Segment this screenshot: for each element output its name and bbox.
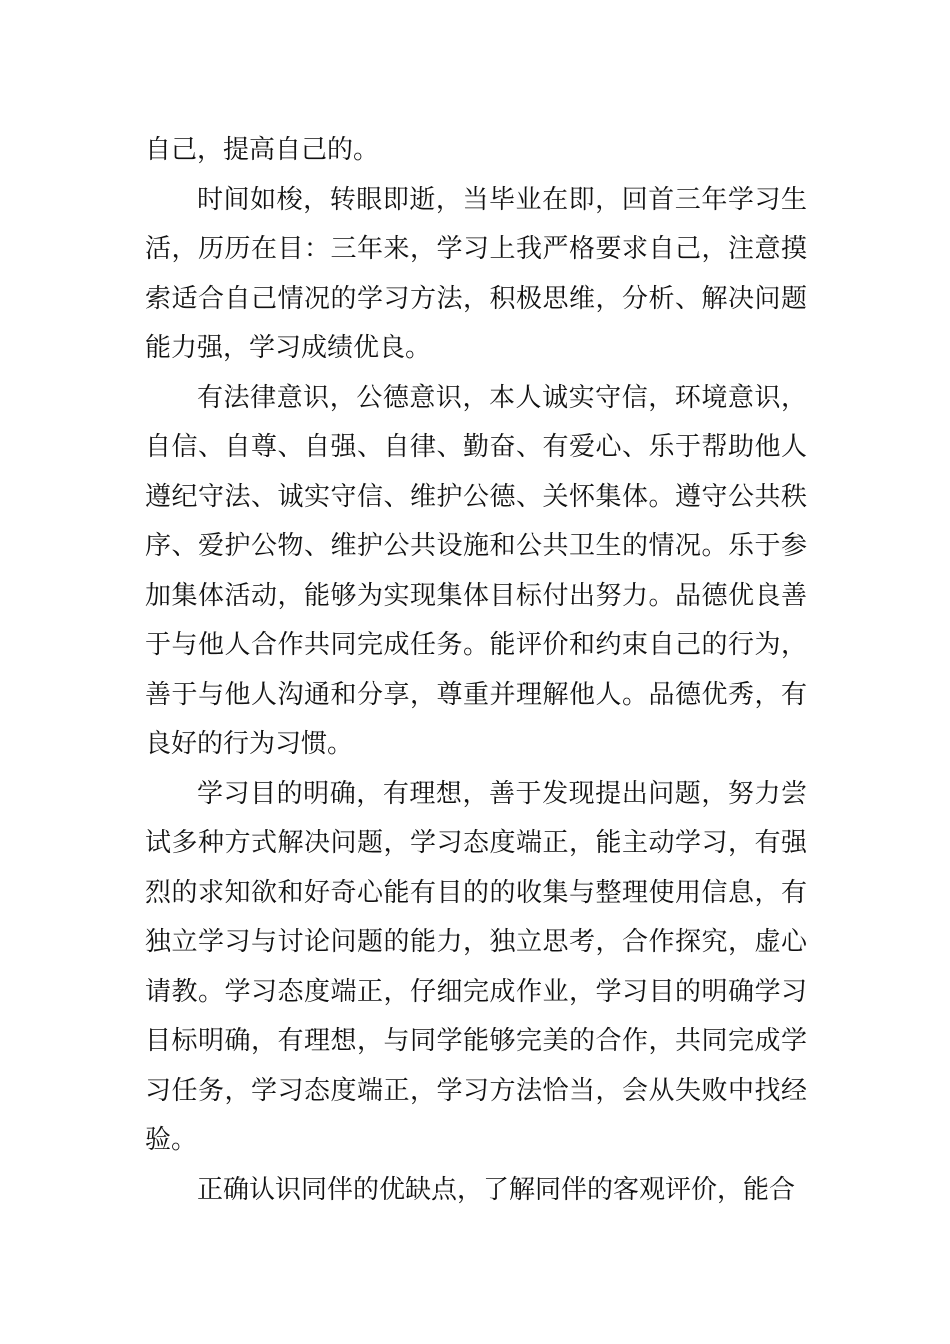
paragraph-study-life: 时间如梭，转眼即逝，当毕业在即，回首三年学习生活，历历在目：三年来，学习上我严格要求自己，注意摸索适合自己情况的学习方法，积极思维，分析、解决问题能力强，学习成绩优良。: [145, 184, 807, 363]
paragraph-continuation: 自己，提高自己的。: [145, 135, 380, 165]
paragraph-morality: 有法律意识，公德意识，本人诚实守信，环境意识，自信、自尊、自强、自律、勤奋、有爱心、乐于帮助他人遵纪守法、诚实守信、维护公德、关怀集体。遵守公共秩序、爱护公物、维护公共设施和公共卫生的情况。乐于参加集体活动，能够为实现集体目标付出努力。品德优良善于与他人合作共同完成任务。能评价和约束自己的行为，善于与他人沟通和分享，尊重并理解他人。品德优秀，有良好的行为习惯。: [145, 382, 807, 759]
paragraph-learning-attitude: 学习目的明确，有理想，善于发现提出问题，努力尝试多种方式解决问题，学习态度端正，能主动学习，有强烈的求知欲和好奇心能有目的的收集与整理使用信息，有独立学习与讨论问题的能力，独立思考，合作探究，虚心请教。学习态度端正，仔细完成作业，学习目的明确学习目标明确，有理想，与同学能够完美的合作，共同完成学习任务，学习态度端正，学习方法恰当，会从失败中找经验。: [145, 778, 807, 1155]
document-body: [145, 126, 807, 1215]
paragraph-peer-evaluation: 正确认识同伴的优缺点，了解同伴的客观评价，能合: [197, 1174, 796, 1205]
